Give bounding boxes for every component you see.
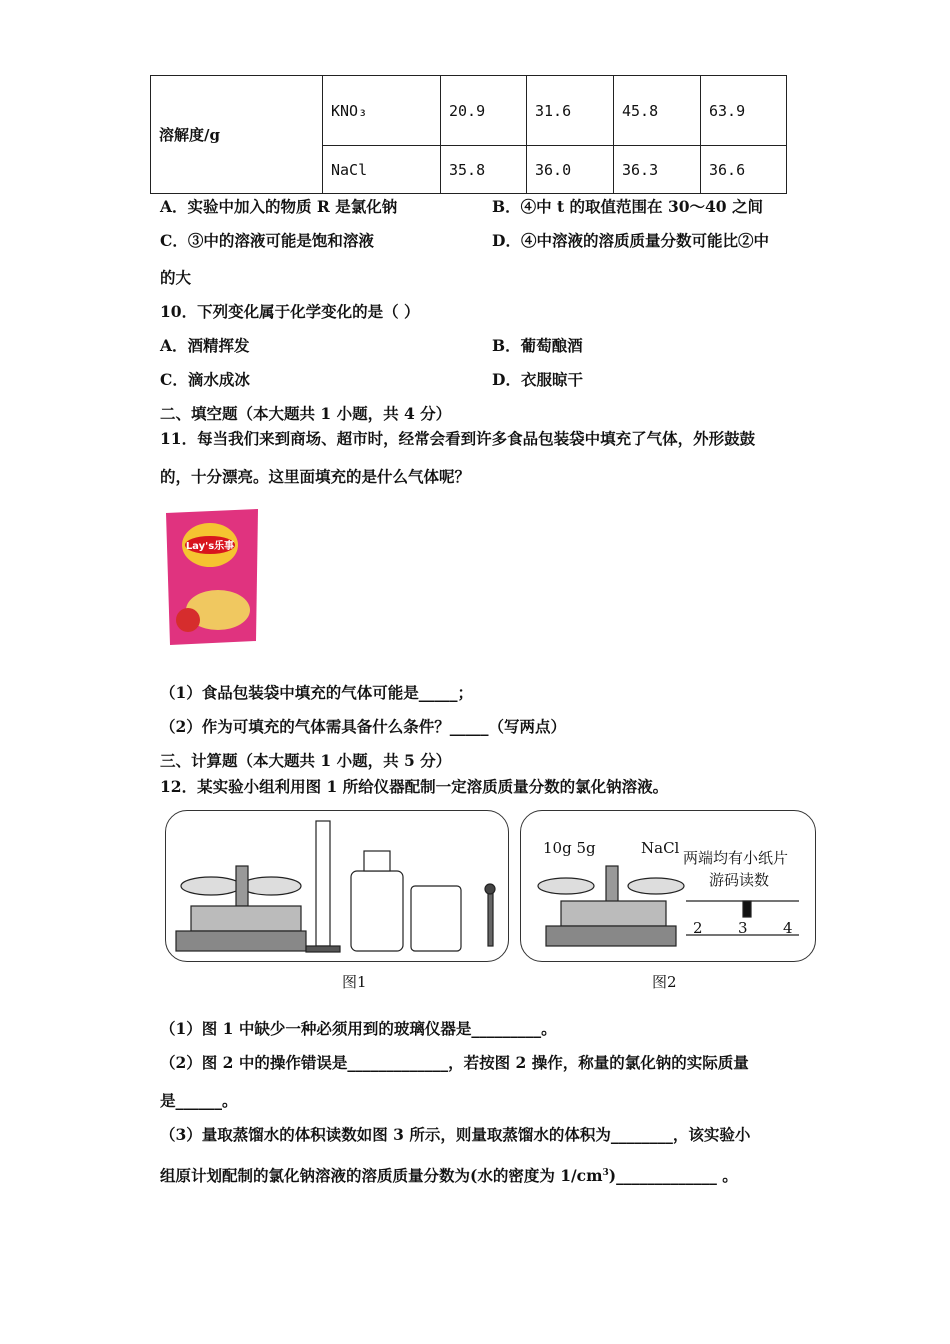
q12-part-3-cont	[160, 1163, 738, 1186]
q10-option-d: D．衣服晾干	[492, 370, 583, 389]
section-2-heading: 二、填空题（本大题共 1 小题，共 4 分）	[160, 404, 452, 423]
value-cell: 36.3	[614, 146, 701, 194]
q11-part-1: （1）食品包装袋中填充的气体可能是_____；	[160, 683, 474, 702]
q10-option-b: B．葡萄酿酒	[492, 336, 583, 355]
value-cell: 31.6	[527, 76, 614, 146]
q9-option-c: C．③中的溶液可能是饱和溶液	[160, 231, 374, 250]
bag-logo: Lay's乐事	[185, 541, 235, 552]
q9-option-d: D．④中溶液的溶质质量分数可能比②中	[492, 231, 769, 250]
scale-3: 3	[738, 919, 748, 937]
scale-2: 2	[693, 919, 703, 937]
nacl-label: NaCl	[641, 839, 680, 857]
row-label: 溶解度/g	[151, 76, 323, 194]
figure-2-caption: 图2	[652, 973, 677, 991]
q12-part-1: （1）图 1 中缺少一种必须用到的玻璃仪器是_________。	[160, 1019, 557, 1038]
solubility-table	[150, 75, 787, 194]
q10-option-a: A．酒精挥发	[160, 336, 250, 355]
section-3-heading: 三、计算题（本大题共 1 小题，共 5 分）	[160, 751, 452, 770]
scale-4: 4	[783, 919, 793, 937]
q11-part-2: （2）作为可填充的气体需具备什么条件？_____（写两点）	[160, 717, 567, 736]
value-cell: 45.8	[614, 76, 701, 146]
q10-stem: 10．下列变化属于化学变化的是（ ）	[160, 302, 420, 321]
value-cell: 36.6	[701, 146, 787, 194]
weights-label: 10g 5g	[543, 839, 596, 857]
lab-apparatus-illustration	[166, 811, 508, 961]
q12-stem: 12．某实验小组利用图 1 所给仪器配制一定溶质质量分数的氯化钠溶液。	[160, 777, 669, 796]
value-cell: 63.9	[701, 76, 787, 146]
q12-part-3: （3）量取蒸馏水的体积读数如图 3 所示，则量取蒸馏水的体积为________，该实验小	[160, 1125, 751, 1144]
paper-note: 两端均有小纸片	[683, 849, 789, 867]
q12-part-3-blank: )_____________ 。	[608, 1166, 738, 1186]
q11-stem-2: 的，十分漂亮。这里面填充的是什么气体呢？	[160, 467, 471, 486]
substance-cell: NaCl	[323, 146, 441, 194]
balance-weighing-illustration	[521, 811, 815, 961]
q10-option-c: C．滴水成冰	[160, 370, 250, 389]
value-cell: 36.0	[527, 146, 614, 194]
chip-bag-image	[160, 505, 264, 647]
q9-option-b: B．④中 t 的取值范围在 30～40 之间	[492, 197, 763, 216]
q12-part-2-cont: 是______。	[160, 1091, 238, 1110]
rider-note: 游码读数	[709, 871, 770, 889]
substance-cell: KNO₃	[323, 76, 441, 146]
value-cell: 35.8	[441, 146, 527, 194]
q12-part-2: （2）图 2 中的操作错误是_____________，若按图 2 操作，称量的氯化钠的实际质量	[160, 1053, 749, 1072]
q11-stem-1: 11．每当我们来到商场、超市时，经常会看到许多食品包装袋中填充了气体，外形鼓鼓	[160, 429, 756, 448]
q9-option-d-cont: 的大	[160, 268, 192, 287]
superscript: 3	[602, 1168, 609, 1178]
q12-part-3-text: 组原计划配制的氯化钠溶液的溶质质量分数为(水的密度为 1/cm	[160, 1166, 603, 1186]
q9-option-a: A．实验中加入的物质 R 是氯化钠	[160, 197, 398, 216]
value-cell: 20.9	[441, 76, 527, 146]
figure-1	[165, 810, 509, 962]
figure-1-caption: 图1	[342, 973, 367, 991]
figure-2	[520, 810, 816, 962]
